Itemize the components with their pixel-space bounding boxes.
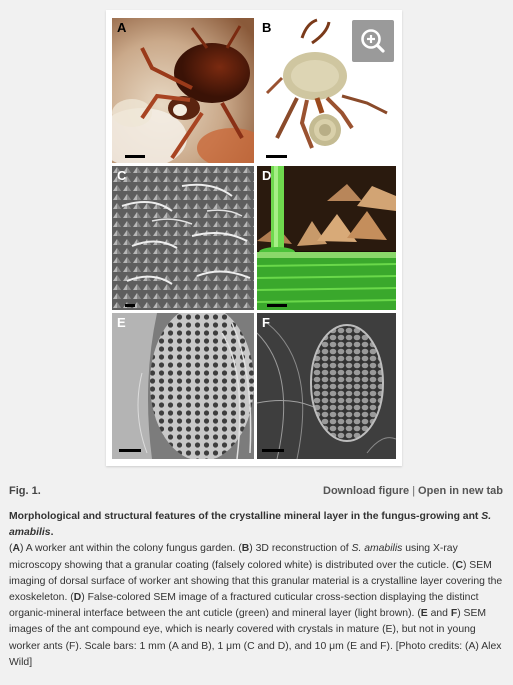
- zoom-button[interactable]: [352, 20, 394, 62]
- caption-segment: (: [9, 543, 13, 555]
- caption-segment: using X-ray microscopy showing that a granular coating (falsely colored white) is distributed over the cuticle. (: [9, 543, 458, 571]
- figure-links: [323, 482, 503, 500]
- scale-bar: [266, 155, 287, 158]
- caption-segment: E: [420, 608, 428, 620]
- link-separator: |: [412, 485, 416, 497]
- scale-bar: [267, 304, 287, 307]
- figure-label-row: [9, 482, 503, 500]
- caption-segment: F: [450, 608, 458, 620]
- figure-caption: [9, 509, 503, 671]
- panel-e-image: [112, 313, 254, 459]
- scale-bar: [125, 304, 135, 307]
- caption-segment: ) SEM imaging of dorsal surface of worker ant showing that this granular material is a crystalline layer covering the exoskeleton. (: [9, 559, 503, 604]
- scale-bar: [119, 449, 141, 452]
- caption-segment: ) False-colored SEM image of a fractured cuticular cross-section displaying the distinct organic-mineral interface between the ant cuticle (green) and mineral layer (light brown). (: [9, 592, 479, 620]
- panel-letter: B: [262, 20, 272, 35]
- panel-c-image: [112, 166, 254, 310]
- caption-title: [9, 509, 503, 541]
- caption-body: [9, 541, 503, 671]
- scale-bar: [125, 155, 145, 158]
- panel-a-image: [112, 18, 254, 163]
- panel-letter: D: [262, 168, 272, 183]
- scale-bar: [262, 449, 284, 452]
- caption-segment: S. amabilis: [351, 543, 403, 555]
- caption-segment: ) 3D reconstruction of: [249, 543, 352, 555]
- caption-segment: B: [241, 543, 250, 555]
- panel-letter: F: [262, 315, 270, 330]
- caption-segment: C: [455, 559, 463, 571]
- caption-title-end: .: [50, 527, 54, 539]
- zoom-in-icon: [352, 20, 394, 62]
- panel-f-image: [257, 313, 396, 459]
- download-figure-link[interactable]: Download figure: [323, 485, 410, 497]
- caption-segment: D: [73, 592, 82, 604]
- caption-title-text: Morphological and structural features of the crystalline mineral layer in the fungus-growing ant: [9, 511, 479, 522]
- caption-segment: A: [12, 543, 20, 555]
- panel-letter: C: [117, 168, 127, 183]
- figure-label: Fig. 1.: [9, 485, 41, 497]
- caption-title-species: S. amabilis: [9, 511, 492, 539]
- figure-card[interactable]: [106, 10, 402, 466]
- panel-letter: A: [117, 20, 127, 35]
- panel-d-image: [257, 166, 396, 310]
- open-in-new-tab-link[interactable]: Open in new tab: [418, 485, 503, 497]
- caption-segment: and: [427, 608, 451, 620]
- panel-letter: E: [117, 315, 126, 330]
- caption-segment: ) SEM images of the ant compound eye, which is nearly covered with crystals in mature (E), but not in young worker ants (F). Scale bars: 1 mm (A and B), 1 μm (C and D), and 10 μm (E and F). [Photo credits: (A) Alex Wild]: [9, 608, 502, 668]
- caption-segment: ) A worker ant within the colony fungus garden. (: [19, 543, 242, 555]
